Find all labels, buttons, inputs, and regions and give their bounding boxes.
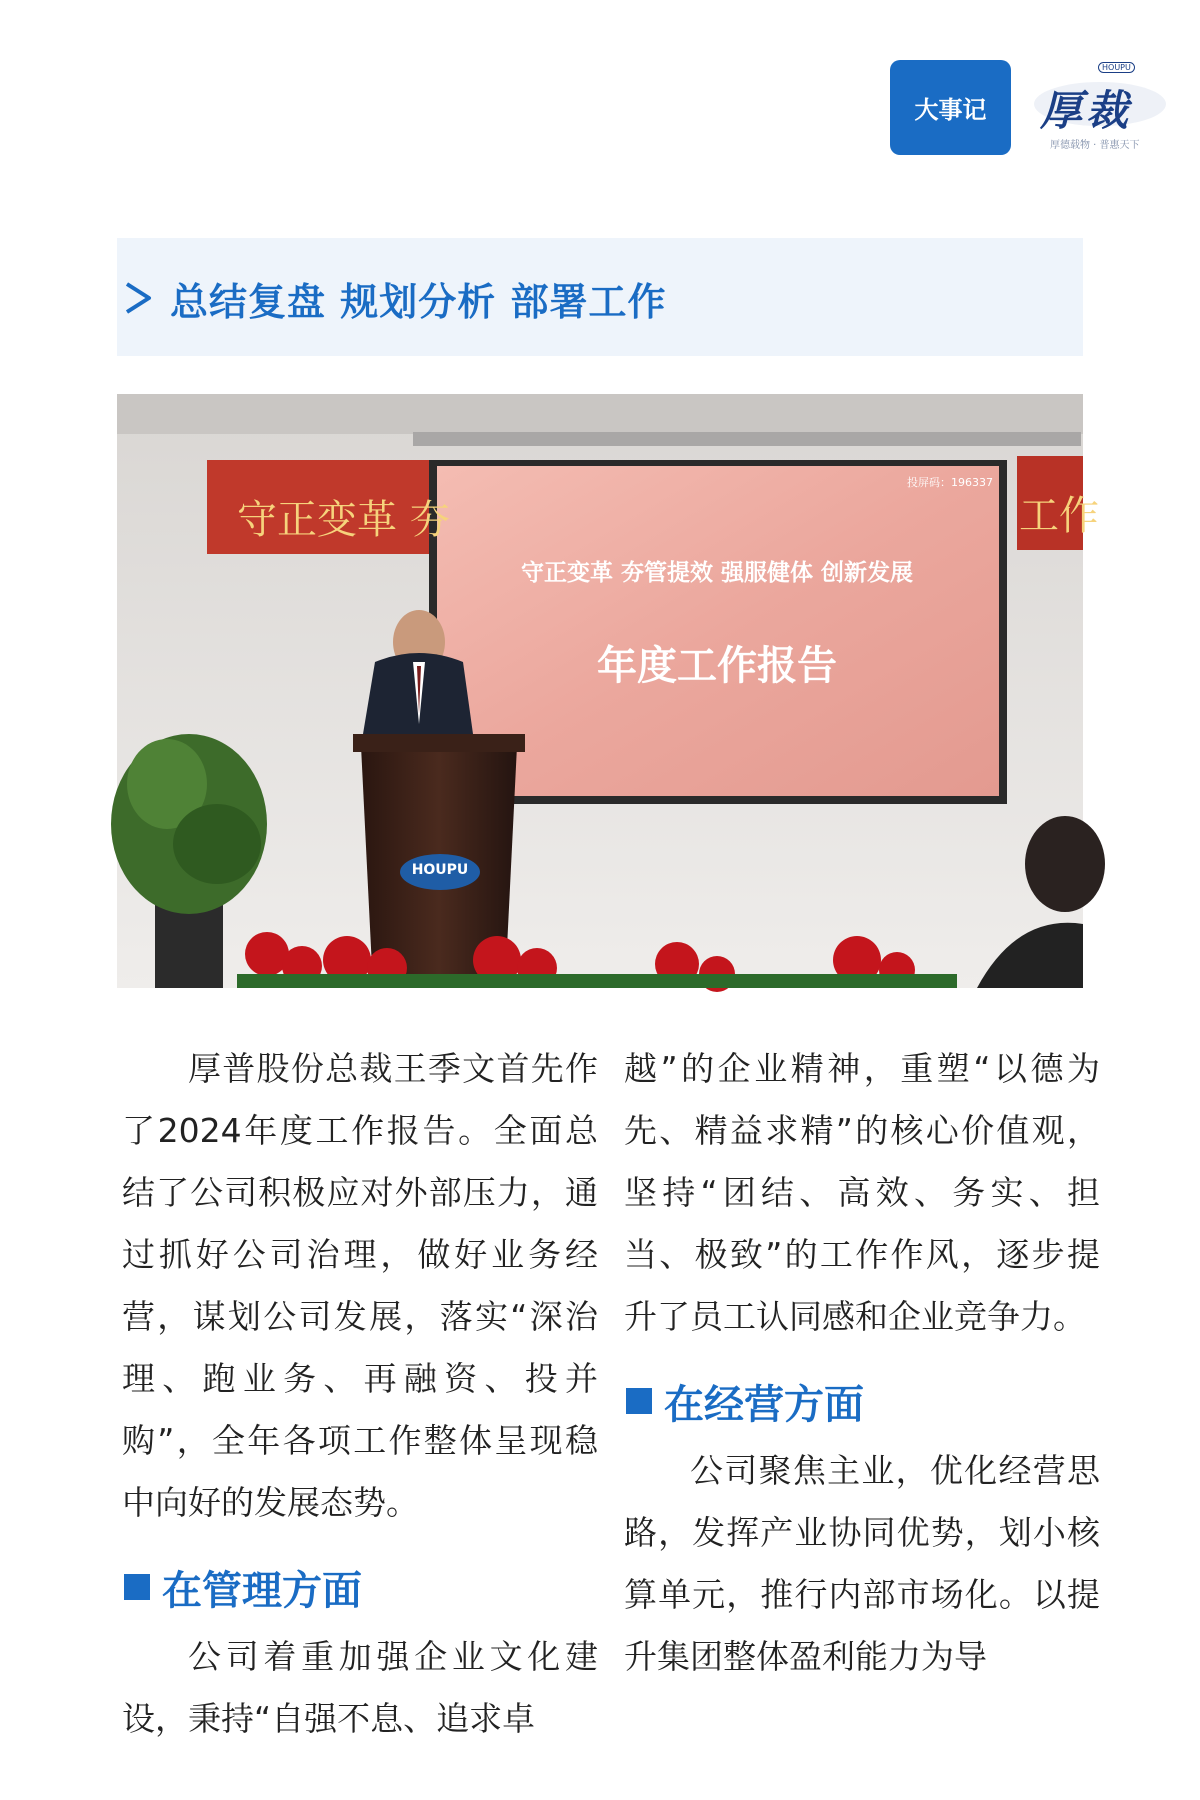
section-title: 总结复盘 规划分析 部署工作 — [170, 280, 667, 324]
logo-calligraphy: 厚裁 — [1040, 86, 1133, 135]
screen-title: 年度工作报告 — [597, 643, 837, 689]
section-tag — [890, 60, 1011, 155]
left-column — [122, 1038, 598, 1750]
business-heading — [624, 1370, 1100, 1432]
screen-slogan: 守正变革 夯管提效 强服健体 创新发展 — [520, 560, 914, 586]
management-heading-text: 在管理方面 — [162, 1567, 362, 1614]
section-tag-label: 大事记 — [914, 96, 987, 124]
business-paragraph: 公司聚焦主业，优化经营思路，发挥产业协同优势，划小核算单元，推行内部市场化。以提升集团整体盈利能力为导 — [624, 1451, 1100, 1676]
logo-slogan: 厚德载物 · 普惠天下 — [1050, 140, 1140, 151]
banner-right-text: 工作 — [1019, 493, 1099, 539]
banner-left-text: 守正变革 夯 — [237, 497, 450, 543]
screen-code: 投屏码：196337 — [907, 476, 993, 489]
management-paragraph-continued: 越”的企业精神，重塑“以德为先、精益求精”的核心价值观，坚持“团结、高效、务实、担当、极致”的工作作风，逐步提升了员工认同感和企业竞争力。 — [624, 1049, 1100, 1336]
company-logo — [1028, 60, 1168, 155]
meeting-photo — [117, 394, 1099, 988]
chevron-right-icon — [124, 281, 152, 315]
square-bullet-icon — [124, 1574, 150, 1600]
management-paragraph: 公司着重加强企业文化建设，秉持“自强不息、追求卓 — [122, 1637, 598, 1738]
podium-logo: HOUPU — [411, 862, 469, 878]
business-heading-text: 在经营方面 — [664, 1381, 864, 1428]
square-bullet-icon — [626, 1388, 652, 1414]
management-heading — [122, 1556, 598, 1618]
logo-badge: HOUPU — [1098, 62, 1135, 73]
intro-paragraph: 厚普股份总裁王季文首先作了2024年度工作报告。全面总结了公司积极应对外部压力，通过抓好公司治理，做好业务经营，谋划公司发展，落实“深治理、跑业务、再融资、投并购”，全年各项工作整体呈现稳中向好的发展态势。 — [122, 1049, 598, 1522]
right-column — [624, 1038, 1100, 1688]
